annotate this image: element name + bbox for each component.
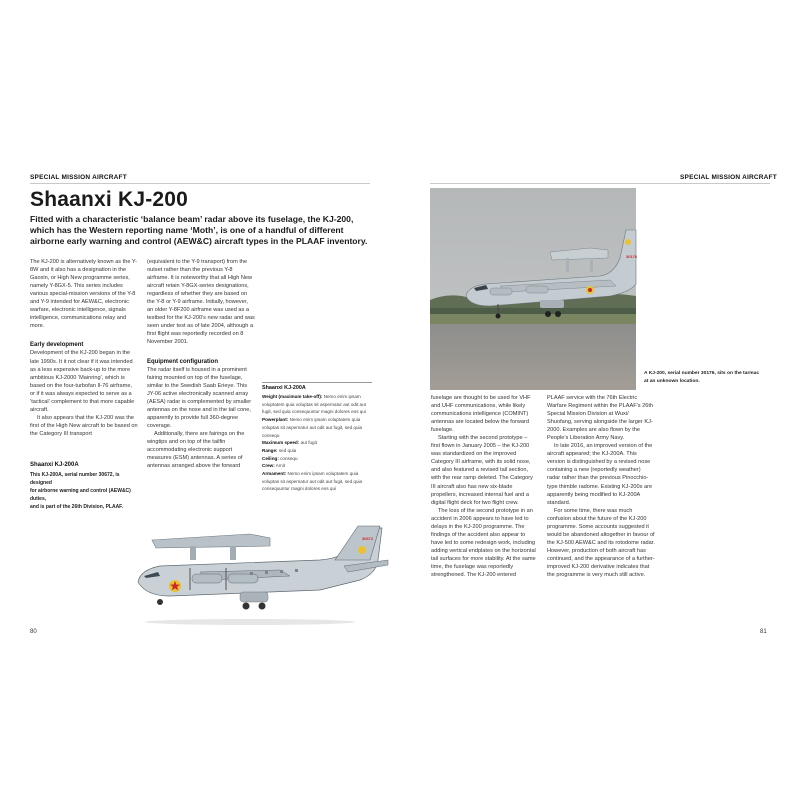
spec-row: Maximum speed: aut fugit: [262, 440, 317, 446]
photo-scene: [430, 188, 636, 390]
profile-tail-serial: 30672: [362, 536, 374, 541]
running-header-left: SPECIAL MISSION AIRCRAFT: [30, 174, 127, 181]
spec-row: Crew: Amit: [262, 463, 285, 469]
col4-paragraph-2: In late 2016, an improved version of the aircraft appeared; the KJ-200A. This version is distinguished by a revised nose containing a new (reportedly weather) radar rather than the previous Pinocchio-type thimble radome. Existing KJ-200s are apparently being modified to KJ-200A standard.: [547, 443, 653, 506]
col3-paragraph-1: fuselage are thought to be used for VHF and UHF communications, while likely communications intelligence (COMINT) antennas are located below the forward fuselage.: [431, 395, 531, 434]
heading-equipment-configuration: Equipment configuration: [147, 358, 218, 365]
header-rule-left: [30, 183, 370, 184]
col3-paragraph-2: Starting with the second prototype – first flown in January 2005 – the KJ-200 was standardized on the improved Category III airframe, with its solid nose, and also featured a revised tail section, with the rear ramp deleted. The Category III aircraft also has new six-blade propellers, increased internal fuel and a digital flight deck for two flight crew.: [431, 435, 533, 506]
col1-paragraph-3: It also appears that the KJ-200 was the first of the High New aircraft to be based on the Category III transport: [30, 414, 138, 437]
photo-tail-serial: 30176: [626, 254, 638, 259]
spec-row: Powerplant: Nemo enim ipsam voluptatem quia voluptas sit aspernatur aut odit aut fugit, sed quia consequ: [262, 417, 363, 438]
col1-paragraph-2: Development of the KJ-200 began in the late 1990s. It it not clear if it was intended as a less expensive back-up to the more ambitious KJ-2000 ‘Mainring’, which is based on the four-turbofan Il-76 airframe, or if it was always expected to serve as a ‘tactical’ complement to that more capable aircraft.: [30, 350, 135, 413]
aircraft-photograph: [430, 188, 636, 390]
aircraft-profile-illustration: [130, 520, 392, 628]
col4-paragraph-1: PLAAF service with the 76th Electric Warfare Regiment within the PLAAF’s 26th Special Mission Division at Wuxi/ Shuofang, serving alongside the larger KJ-2000. Examples are also flown by the People’s Liberation Army Navy.: [547, 395, 654, 442]
spec-row: Weight (maximum take-off): Nemo enim ipsam voluptatem quia voluptas sit aspernatur aut odit aut fugit, sed quia consequuntur magni dolores eos qui: [262, 394, 366, 415]
photo-caption: [644, 370, 772, 386]
photo-caption-line: A KJ-200, serial number 30176, sits on the tarmac: [644, 371, 760, 376]
spec-row: Ceiling: consequ: [262, 455, 298, 461]
page-number-right: 81: [760, 629, 767, 635]
col2-paragraph-1: (equivalent to the Y-9 transport) from the outset rather than the previous Y-8 airframe. It is noteworthy that all High New aircraft retain Y-8GX-series designations, regardless of whether they are based on the Y-8 or Y-9 airframe. Initially, however, an older Y-8F200 airframe was used as a testbed for the KJ-200’s new radar and was seen under test as of late 2004, although a first flight was reportedly recorded on 8 November 2001.: [147, 259, 255, 346]
col2-paragraph-3: Additionally, there are fairings on the wingtips and on top of the tailfin accommodating electronic support measures (ESM) antennas. A series of antennas arranged above the forward: [147, 430, 245, 470]
header-rule-right: [430, 183, 770, 184]
running-header-right: SPECIAL MISSION AIRCRAFT: [680, 174, 777, 181]
text-column-1: [30, 258, 138, 438]
spec-row: Range: sed quia: [262, 447, 297, 453]
intro-paragraph: Fitted with a characteristic ‘balance beam’ radar above its fuselage, the KJ-200, which has the Western reporting name ‘Moth’, is one of a handful of different airborne early warning and control (AEW&C) aircraft types in the PLAAF inventory.: [30, 214, 368, 246]
col2-paragraph-2: The radar itself is housed in a prominent fairing mounted on top of the fuselage, similar to the Swedish Saab Erieye. This JY-06 active electronically scanned array (AESA) radar is complemented by smaller antennas on the nose and in the tail cone, apparently to provide full 360-degree coverage.: [147, 366, 252, 429]
spec-box-title: Shaanxi KJ-200A: [262, 385, 306, 391]
page-title: Shaanxi KJ-200: [30, 188, 189, 211]
spec-box: [262, 384, 372, 493]
text-column-4: [547, 394, 655, 579]
spec-row: Armament: Nemo enim ipsam voluptatem quia voluptas sit aspernatur aut odit aut fugit, sed quia consequuntur magni dolores eos qui: [262, 471, 363, 492]
profile-caption-line: This KJ-200A, serial number 30672, is designed: [30, 472, 120, 486]
photo-caption-line: at an unknown location.: [644, 379, 700, 384]
col3-paragraph-3: The loss of the second prototype in an accident in 2006 appears to have led to delays in the KJ-200 programme. The findings of the accident also appear to have led to some redesign work, including adding vertical endplates on the horizontal tail surfaces for more stability. At the same time, the fuselage was reportedly strengthened. The KJ-200 entered: [431, 507, 536, 579]
col4-paragraph-3: For some time, there was much confusion about the future of the KJ-200 programme. Some accounts suggested it would be abandoned altogether in favour of the KJ-500 AEW&C and its rotodome radar. However, production of both aircraft has continued, and the appearance of a further-improved KJ-200 derivative indicates that the programme is very much still active.: [547, 507, 655, 579]
profile-caption: [30, 462, 142, 511]
profile-caption-title: Shaanxi KJ-200A: [30, 462, 79, 468]
page-number-left: 80: [30, 629, 37, 635]
text-column-3: [431, 394, 537, 579]
col1-paragraph-1: The KJ-200 is alternatively known as the Y-8W and it also has a designation in the Gaoxin, or High New programme series, namely Y-8GX-5. This series includes various special-mission versions of the Y-8 and Y-9 intended for AEW&C, electronic warfare, electronic intelligence, signals intelligence, communications relay and more.: [30, 259, 137, 330]
spec-box-rule: [262, 382, 372, 383]
profile-caption-line: and is part of the 26th Division, PLAAF.: [30, 504, 124, 510]
text-column-2: [147, 258, 255, 470]
profile-caption-line: for airborne warning and control (AEW&C) duties,: [30, 488, 131, 502]
heading-early-development: Early development: [30, 342, 84, 349]
